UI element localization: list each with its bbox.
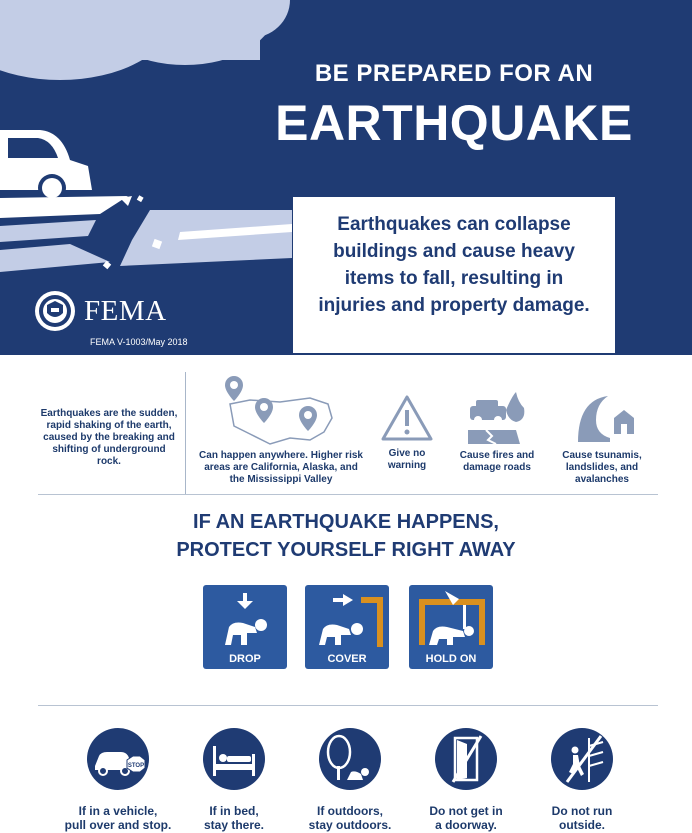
us-map-pins-icon — [220, 374, 340, 450]
hold-on-icon — [409, 585, 493, 651]
cover-icon — [305, 585, 389, 651]
protect-line-1: IF AN EARTHQUAKE HAPPENS, — [193, 511, 499, 533]
tip-circle — [319, 728, 381, 790]
divider — [185, 372, 186, 494]
divider — [38, 494, 658, 495]
info-line: injuries and property damage. — [318, 295, 590, 316]
tip-line: Do not run — [551, 804, 613, 818]
hero-banner — [0, 0, 692, 355]
info-box — [293, 197, 615, 353]
tip-label — [290, 804, 410, 832]
info-line: buildings and cause heavy — [333, 241, 575, 262]
car-fire-icon — [466, 390, 528, 446]
info-line: items to fall, resulting in — [344, 268, 564, 289]
action-hold-on — [409, 585, 493, 669]
protect-line-2: PROTECT YOURSELF RIGHT AWAY — [176, 539, 516, 561]
tip-circle — [87, 728, 149, 790]
tip-label — [58, 804, 178, 832]
action-label: HOLD ON — [425, 653, 477, 665]
fema-wordmark: FEMA — [84, 294, 167, 327]
tip-circle — [203, 728, 265, 790]
car-icon — [0, 130, 92, 202]
tip-doorway — [406, 728, 526, 832]
tip-label — [406, 804, 526, 832]
warning-icon — [380, 394, 434, 442]
earthquake-definition: Earthquakes are the sudden, rapid shaking of the earth, caused by the breaking and shifting of underground rock. — [40, 408, 178, 467]
tip-line: stay there. — [203, 818, 265, 832]
action-drop — [203, 585, 287, 669]
drop-icon — [203, 585, 287, 651]
cracked-road — [0, 195, 292, 272]
tip-outdoors — [290, 728, 410, 832]
divider — [38, 705, 658, 706]
action-cover — [305, 585, 389, 669]
no-running-icon — [551, 728, 613, 790]
tip-line: If outdoors, — [317, 804, 383, 818]
tip-circle — [435, 728, 497, 790]
publication-code: FEMA V-1003/May 2018 — [90, 337, 188, 347]
info-line: Earthquakes can collapse — [337, 214, 571, 235]
tip-label — [174, 804, 294, 832]
tree-person-icon — [319, 728, 381, 790]
stop-sign-text: STOP — [127, 763, 145, 769]
tip-circle — [551, 728, 613, 790]
action-label: DROP — [229, 653, 261, 665]
tip-no-run — [522, 728, 642, 832]
tip-line: If in a vehicle, — [78, 804, 158, 818]
tip-line: outside. — [558, 818, 605, 832]
title-main: EARTHQUAKE — [275, 95, 633, 151]
fact-fires: Cause fires and damage roads — [459, 450, 535, 473]
bed-icon — [203, 728, 265, 790]
cloud-icon — [0, 0, 290, 80]
facts-section — [0, 370, 692, 495]
car-stop-icon — [87, 728, 149, 790]
title-small: BE PREPARED FOR AN — [314, 60, 594, 87]
action-label: COVER — [327, 653, 367, 665]
tip-vehicle — [58, 728, 178, 832]
tip-line: pull over and stop. — [64, 818, 172, 832]
tip-line: stay outdoors. — [308, 818, 392, 832]
fact-no-warning: Give no warning — [387, 448, 427, 471]
tip-line: If in bed, — [209, 804, 259, 818]
tip-line: a doorway. — [435, 818, 497, 832]
tip-bed — [174, 728, 294, 832]
tip-line: Do not get in — [429, 804, 503, 818]
fact-tsunamis: Cause tsunamis, landslides, and avalanches — [562, 450, 642, 485]
protect-heading — [0, 508, 692, 564]
tip-label — [522, 804, 642, 832]
tsunami-icon — [574, 390, 636, 446]
fema-logo — [34, 290, 167, 332]
fact-anywhere: Can happen anywhere. Higher risk areas are California, Alaska, and the Mississippi Valley — [199, 450, 363, 485]
no-doorway-icon — [435, 728, 497, 790]
